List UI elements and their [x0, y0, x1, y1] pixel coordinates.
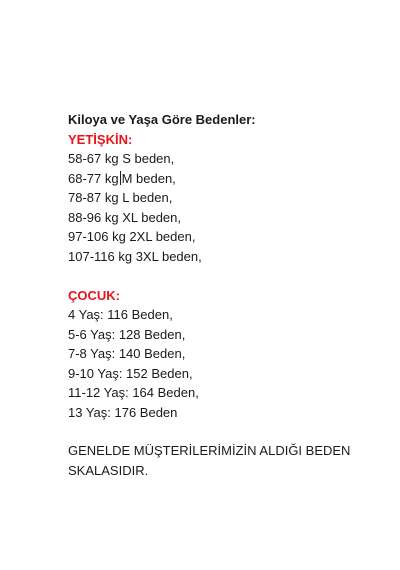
adult-size-line: [68, 169, 388, 189]
adult-size-line: 88-96 kg XL beden,: [68, 209, 181, 225]
adult-heading: YETİŞKİN:: [68, 131, 133, 147]
closing-note-line: SKALASIDIR.: [68, 462, 149, 478]
adult-size-line: 58-67 kg S beden,: [68, 151, 175, 166]
child-size-line: 9-10 Yaş: 152 Beden,: [68, 365, 193, 381]
adult-size-line: 107-116 kg 3XL beden,: [68, 248, 202, 264]
document-body: [68, 110, 388, 480]
closing-note-line: GENELDE MÜŞTERİLERİMİZİN ALDIĞI BEDEN: [68, 443, 351, 458]
adult-size-line: 97-106 kg 2XL beden,: [68, 229, 196, 244]
blank-line: [68, 266, 388, 286]
adult-size-line-size: M beden,: [121, 170, 176, 186]
document-title: Kiloya ve Yaşa Göre Bedenler:: [68, 112, 256, 127]
text-cursor: [120, 171, 121, 185]
adult-size-line: 78-87 kg L beden,: [68, 190, 173, 205]
adult-size-line-weight: 68-77 kg: [68, 170, 119, 186]
child-size-line: 11-12 Yaş: 164 Beden,: [68, 385, 199, 400]
closing-note: [68, 441, 388, 480]
child-heading: ÇOCUK:: [68, 287, 120, 303]
child-size-line: 13 Yaş: 176 Beden: [68, 404, 178, 420]
child-size-line: 7-8 Yaş: 140 Beden,: [68, 346, 186, 361]
child-size-line: 4 Yaş: 116 Beden,: [68, 307, 173, 322]
child-size-line: 5-6 Yaş: 128 Beden,: [68, 326, 186, 342]
